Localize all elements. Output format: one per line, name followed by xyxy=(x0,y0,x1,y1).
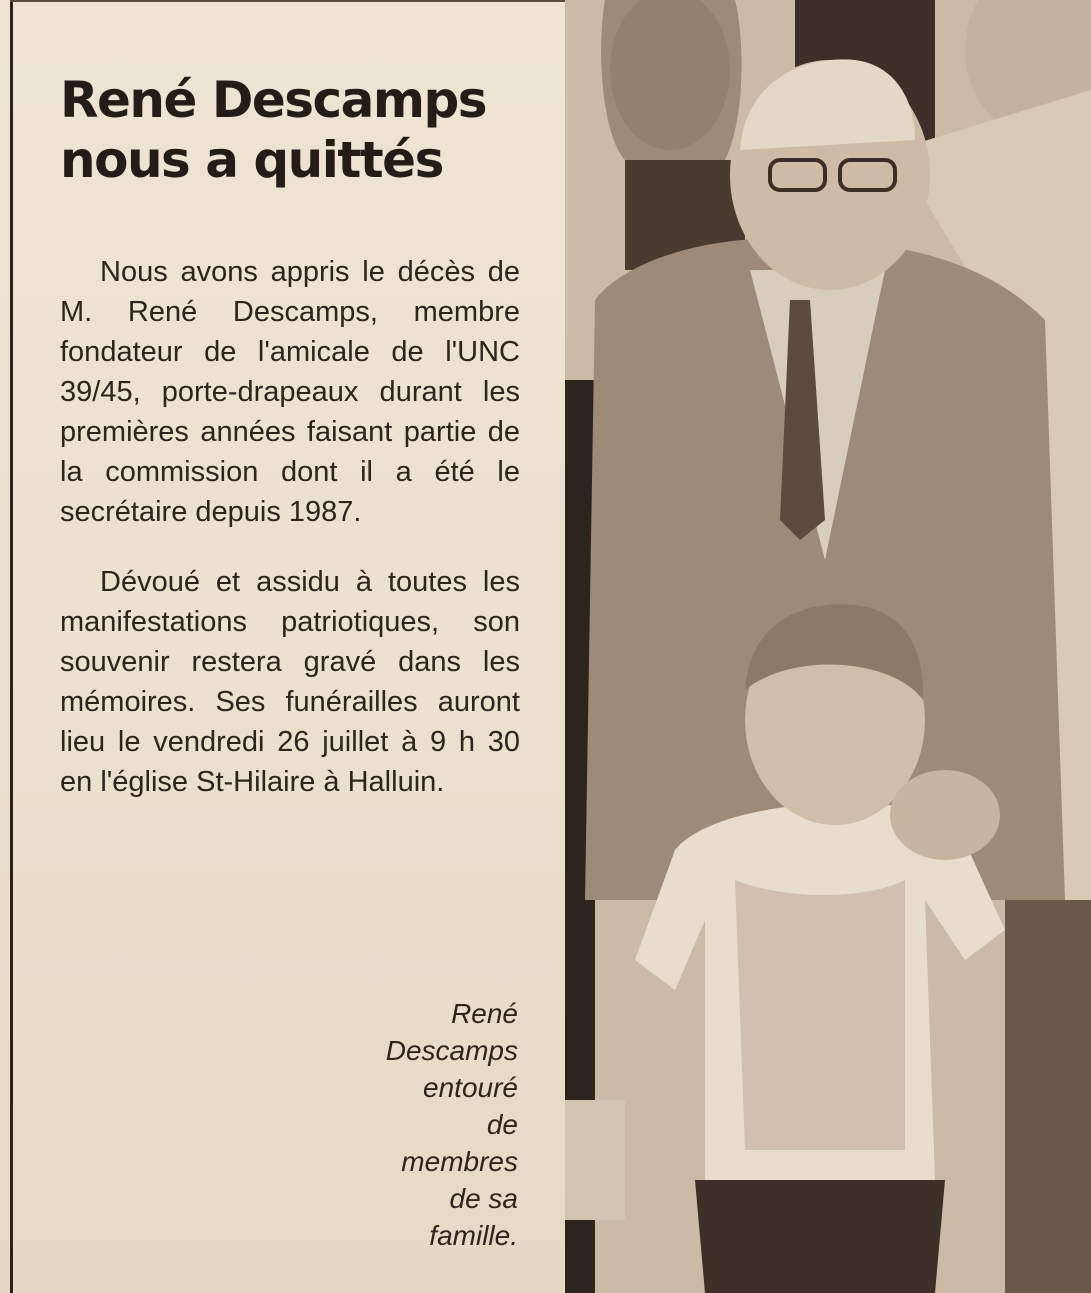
column-rule xyxy=(10,0,13,1293)
held-hand xyxy=(565,1100,625,1220)
caption-line: René xyxy=(451,998,518,1029)
caption-line: de xyxy=(486,1109,518,1140)
caption-line: Descamps xyxy=(385,1035,518,1066)
caption-line: famille. xyxy=(429,1220,518,1251)
woman-hair xyxy=(601,0,741,160)
article-column xyxy=(60,70,520,802)
family-photo xyxy=(565,0,1091,1293)
photo-illustration xyxy=(565,0,1091,1293)
headline-line-1: René Descamps xyxy=(60,71,487,129)
man-hand xyxy=(890,770,1000,860)
child-shirt-print xyxy=(735,880,905,1150)
caption-line: membres xyxy=(401,1146,518,1177)
headline xyxy=(60,70,520,190)
article-paragraph-2: Dévoué et assidu à toutes les manifestations patriotiques, son souvenir restera gravé dans les mémoires. Ses funérailles auront lieu le vendredi 26 juillet à 9 h 30 en l'église St-Hilaire à Halluin. xyxy=(60,566,520,798)
top-rule xyxy=(10,0,570,2)
article-paragraph-1: Nous avons appris le décès de M. René Descamps, membre fondateur de l'amicale de l'UNC 39/45, porte-drapeaux durant les premières années faisant partie de la commission dont il a été le secrétaire depuis 1987. xyxy=(60,256,520,528)
caption-line: entouré xyxy=(423,1072,518,1103)
child-pants xyxy=(695,1180,945,1293)
caption-line: de sa xyxy=(449,1183,518,1214)
right-figure-dress xyxy=(1005,900,1091,1293)
headline-line-2: nous a quittés xyxy=(60,131,443,189)
photo-caption xyxy=(318,995,518,1254)
